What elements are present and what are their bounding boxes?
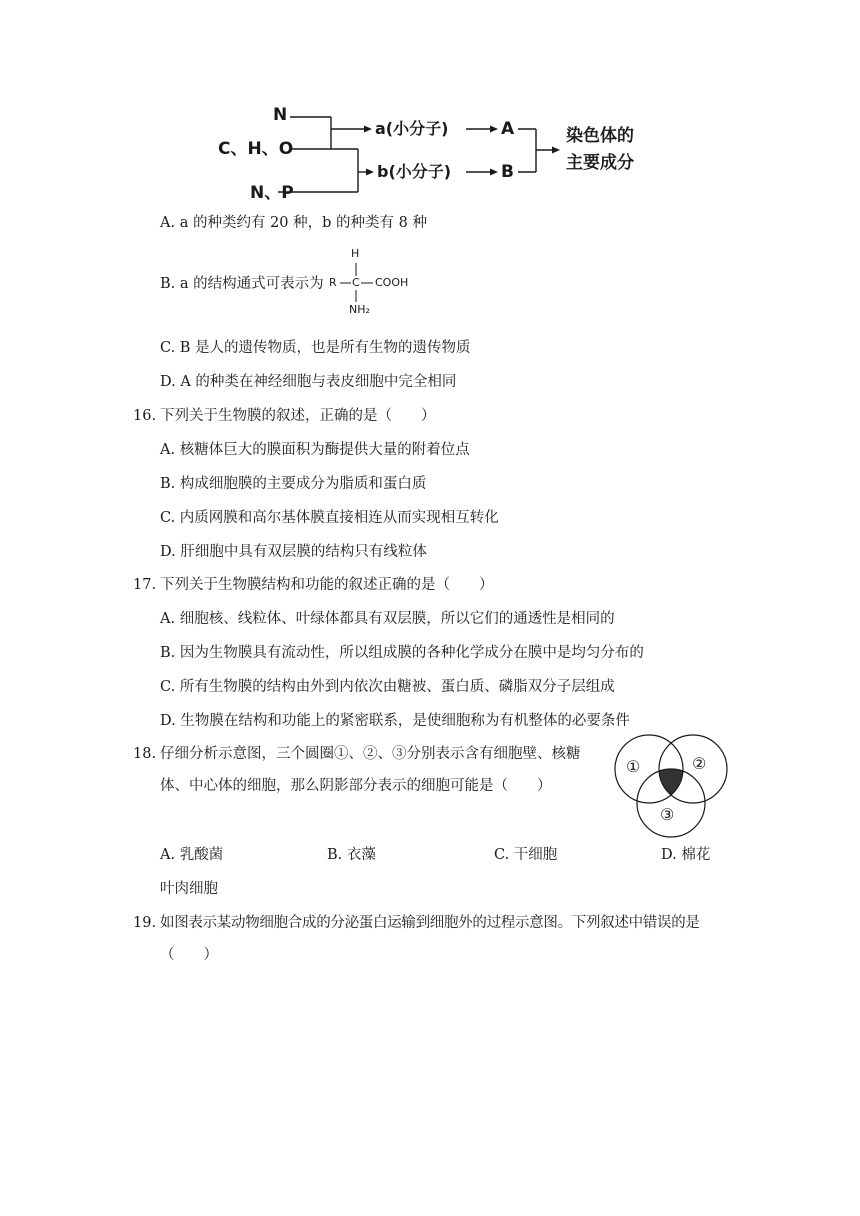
venn-label-3: ③	[660, 805, 675, 824]
label-chromosome-line2: 主要成分	[566, 153, 634, 173]
q16-stem: 下列关于生物膜的叙述，正确的是（ ）	[160, 408, 436, 424]
q18-option-a: A. 乳酸菌	[160, 847, 224, 863]
formula-cooh: COOH	[375, 276, 409, 289]
formula-nh2: NH₂	[349, 303, 370, 316]
q17-option-b: B. 因为生物膜具有流动性，所以组成膜的各种化学成分在膜中是均匀分布的	[160, 645, 644, 661]
venn-label-1: ①	[626, 757, 641, 776]
q17-option-d: D. 生物膜在结构和功能上的紧密联系，是使细胞称为有机整体的必要条件	[160, 713, 630, 729]
q18-option-d-wrap: 叶肉细胞	[160, 881, 218, 897]
q18-stem-line1: 仔细分析示意图，三个圆圈①、②、③分别表示含有细胞壁、核糖	[160, 746, 581, 762]
q16-number: 16.	[133, 408, 157, 424]
q16-option-b: B. 构成细胞膜的主要成分为脂质和蛋白质	[160, 476, 427, 492]
label-n: N	[273, 105, 288, 125]
q19-stem-line1: 如图表示某动物细胞合成的分泌蛋白运输到细胞外的过程示意图。下列叙述中错误的是	[160, 915, 700, 931]
q18-option-c: C. 干细胞	[494, 847, 558, 863]
q18-option-b: B. 衣藻	[327, 847, 376, 863]
q16-option-a: A. 核糖体巨大的膜面积为酶提供大量的附着位点	[160, 442, 470, 458]
q15-option-a: A. a 的种类约有 20 种，b 的种类有 8 种	[160, 215, 427, 231]
label-B: B	[501, 162, 514, 182]
q17-option-a: A. 细胞核、线粒体、叶绿体都具有双层膜，所以它们的通透性是相同的	[160, 611, 615, 627]
q19-number: 19.	[133, 915, 157, 931]
q15-option-c: C. B 是人的遗传物质，也是所有生物的遗传物质	[160, 340, 471, 356]
q17-option-c: C. 所有生物膜的结构由外到内依次由糖被、蛋白质、磷脂双分子层组成	[160, 679, 615, 695]
venn-label-2: ②	[692, 754, 707, 773]
label-np: N、P	[250, 183, 294, 203]
label-b-small-molecule: b(小分子)	[377, 162, 452, 181]
q15-option-d: D. A 的种类在神经细胞与表皮细胞中完全相同	[160, 374, 457, 390]
q16-option-d: D. 肝细胞中具有双层膜的结构只有线粒体	[160, 544, 427, 560]
formula-r: R	[329, 276, 337, 289]
formula-c: C	[352, 276, 360, 289]
q18-option-d: D. 棉花	[661, 847, 711, 863]
q15-option-b-prefix: B. a 的结构通式可表示为	[160, 276, 324, 292]
q17-number: 17.	[133, 577, 157, 593]
label-A: A	[501, 119, 515, 139]
q18-number: 18.	[133, 746, 157, 762]
q19-stem-line2: （ ）	[160, 947, 218, 963]
q18-stem-line2: 体、中心体的细胞，那么阴影部分表示的细胞可能是（ ）	[160, 778, 552, 794]
q16-option-c: C. 内质网膜和高尔基体膜直接相连从而实现相互转化	[160, 510, 499, 526]
label-cho: C、H、O	[218, 139, 294, 159]
formula-h: H	[351, 247, 360, 260]
label-chromosome-line1: 染色体的	[566, 126, 634, 146]
label-a-small-molecule: a(小分子)	[375, 119, 449, 138]
q17-stem: 下列关于生物膜结构和功能的叙述正确的是（ ）	[160, 577, 494, 593]
